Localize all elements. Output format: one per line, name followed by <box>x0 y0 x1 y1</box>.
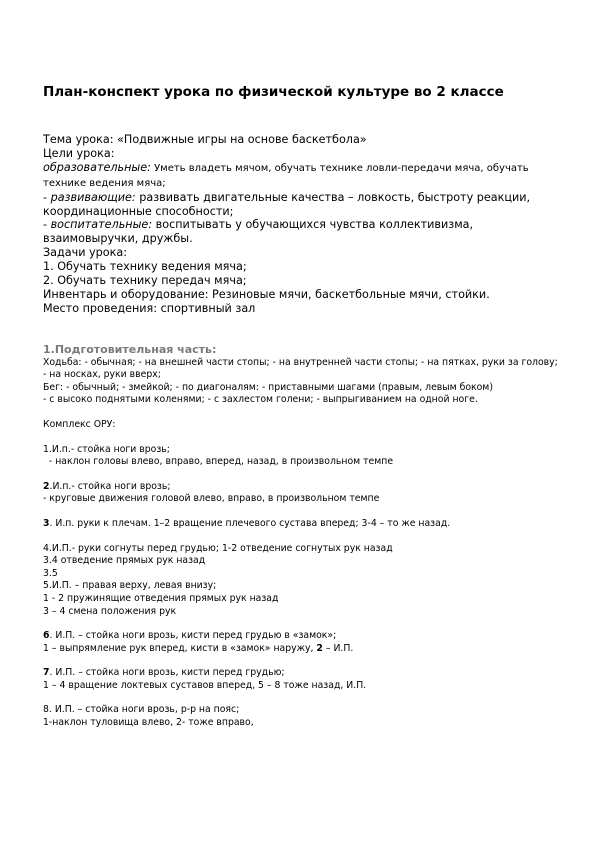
inventory-text: Инвентарь и оборудование: Резиновые мячи, баскетбольные мячи, стойки. <box>43 287 490 301</box>
goal-developing-label: развивающие: <box>50 190 136 204</box>
goal-upbringing-text: воспитывать у обучающихся чувства коллективизма, взаимовыручки, дружбы. <box>43 218 474 246</box>
task-item: 2. Обучать технику передач мяча; <box>43 274 247 288</box>
exercise-line: - круговые движения головой влево, вправо, в произвольном темпе <box>43 493 380 505</box>
complex-label: Комплекс ОРУ: <box>43 418 116 430</box>
exercise-line: 4.И.П.- руки согнуты перед грудью; 1-2 отведение согнутых рук назад <box>43 542 393 554</box>
walk-text: Ходьба: - обычная; - на внешней части стопы; - на внутренней части стопы; - на пятках, руки за голову; - на носках, руки вверх; <box>43 356 558 381</box>
exercise-line: 7. И.П. – стойка ноги врозь, кисти перед грудью; <box>43 667 285 679</box>
goal-developing: - развивающие: развивать двигательные качества – ловкость, быстроту реакции, координационные способности; <box>43 190 531 218</box>
lesson-theme: Тема урока: «Подвижные игры на основе баскетбола» <box>43 133 367 146</box>
task-item: 1. Обучать технику ведения мяча; <box>43 260 247 274</box>
exercise-line: 6. И.П. – стойка ноги врозь, кисти перед грудью в «замок»; <box>43 630 337 642</box>
page-title: План-конспект урока по физической культуре во 2 классе <box>43 84 504 100</box>
exercise-line: - наклон головы влево, вправо, вперед, назад, в произвольном темпе <box>43 456 394 468</box>
exercise-line: 5.И.П. – правая верху, левая внизу; <box>43 580 217 592</box>
preparatory-section <box>43 344 563 730</box>
exercise-line: 3. И.п. руки к плечам. 1–2 вращение плечевого сустава вперед; 3-4 – то же назад. <box>43 517 451 529</box>
goal-upbringing: - воспитательные: воспитывать у обучающихся чувства коллективизма, взаимовыручки, дружбы. <box>43 218 474 246</box>
goal-developing-text: развивать двигательные качества – ловкость, быстроту реакции, координационные способности; <box>43 190 531 218</box>
exercise-line: 3 – 4 смена положения рук <box>43 605 177 617</box>
lesson-intro <box>43 133 563 316</box>
run-text: - с высоко поднятыми коленями; - с захлестом голени; - выпрыгиванием на одной ноге. <box>43 394 478 406</box>
exercise-line: 1 – 4 вращение локтевых суставов вперед, 5 – 8 тоже назад, И.П. <box>43 679 367 691</box>
goal-educational-label: образовательные: <box>43 160 151 174</box>
goal-upbringing-label: воспитательные: <box>50 218 153 232</box>
exercise-line: 1 - 2 пружинящие отведения прямых рук назад <box>43 592 279 604</box>
tasks-label: Задачи урока: <box>43 246 128 260</box>
run-text: Бег: - обычный; - змейкой; - по диагоналям: - приставными шагами (правым, левым боком) <box>43 381 493 393</box>
exercise-line: 1.И.п.- стойка ноги врозь; <box>43 443 170 455</box>
exercise-line: 3.5 <box>43 567 58 579</box>
goal-educational <box>43 161 563 191</box>
section-heading: 1.Подготовительная часть: <box>43 343 217 356</box>
exercise-line: 1-наклон туловища влево, 2- тоже вправо, <box>43 717 254 729</box>
place-text: Место проведения: спортивный зал <box>43 301 256 315</box>
exercise-line: 3.4 отведение прямых рук назад <box>43 555 206 567</box>
goal-educational-text: Уметь владеть мячом, обучать технике ловли-передачи мяча, обучать технике ведения мяча; <box>43 162 529 189</box>
goals-label: Цели урока: <box>43 146 115 160</box>
exercise-line: 2.И.п.- стойка ноги врозь; <box>43 480 171 492</box>
exercise-line: 8. И.П. – стойка ноги врозь, р-р на пояс; <box>43 704 240 716</box>
exercise-line: 1 – выпрямление рук вперед, кисти в «замок» наружу, 2 – И.П. <box>43 642 354 654</box>
